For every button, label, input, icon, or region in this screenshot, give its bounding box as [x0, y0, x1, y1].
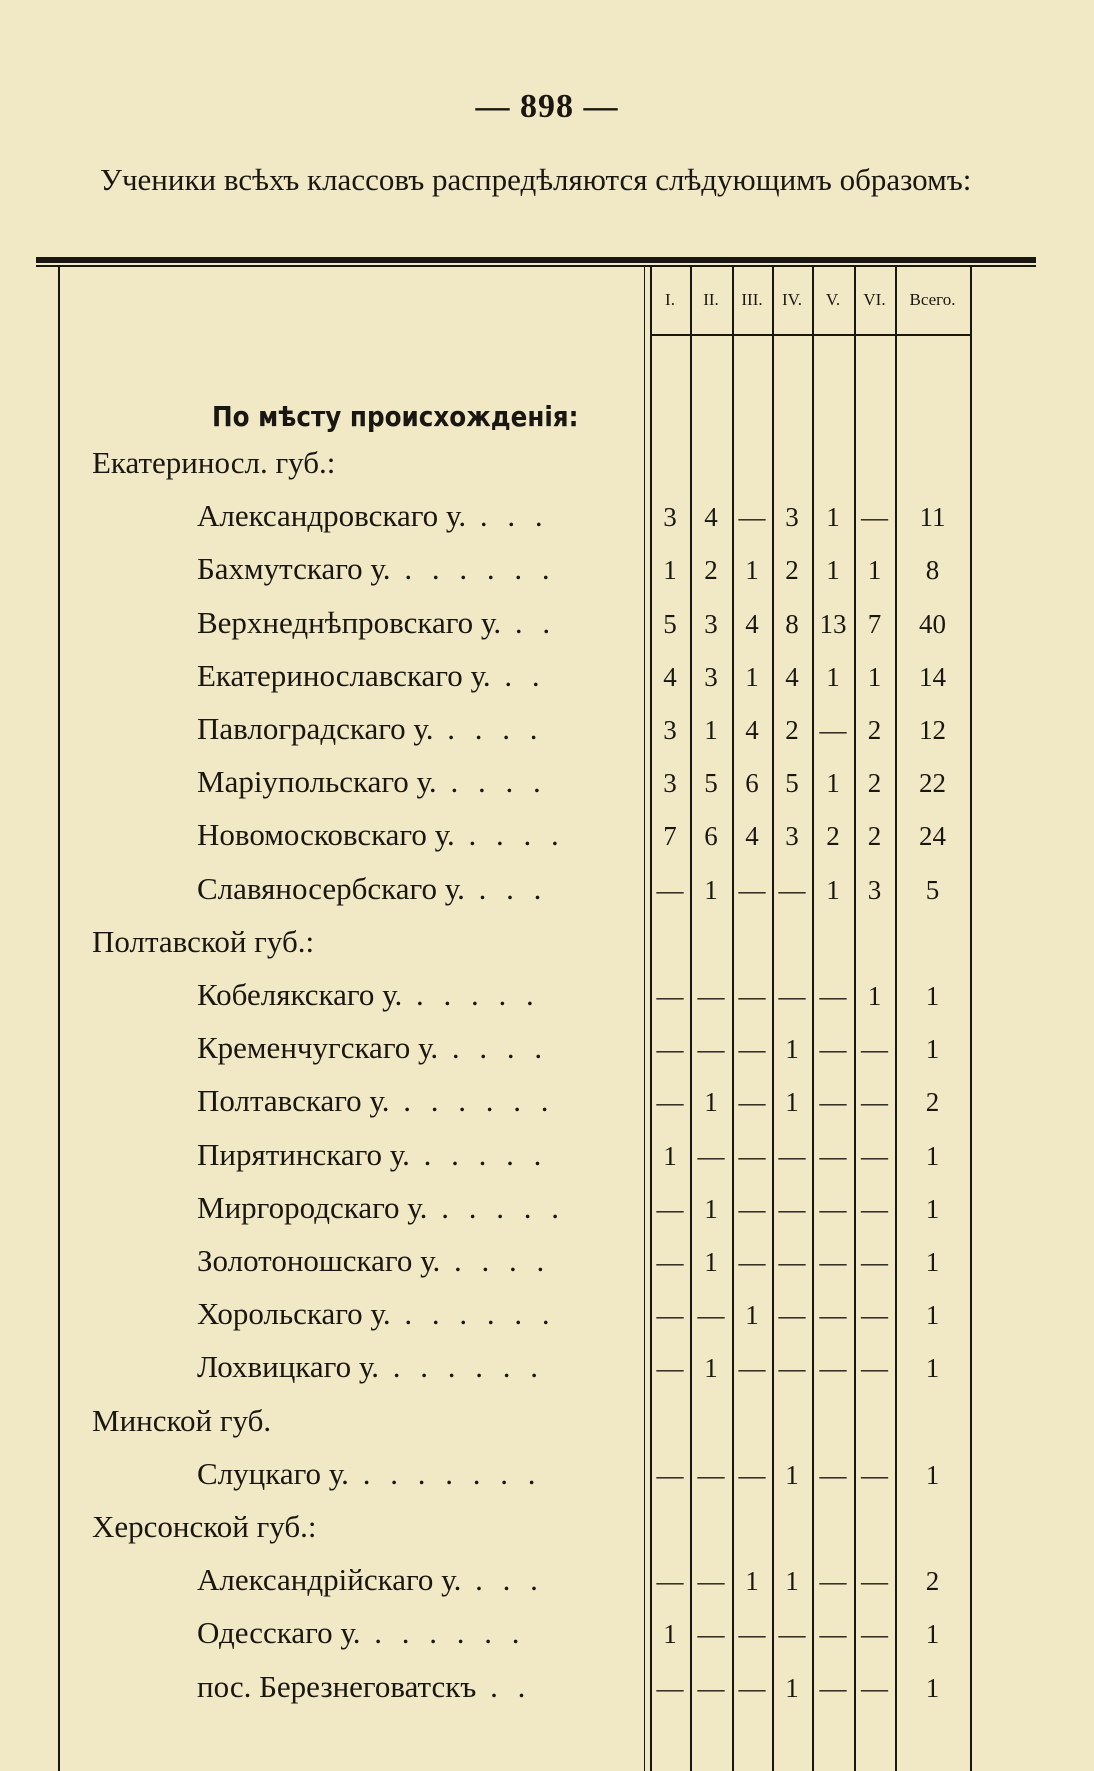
table-cell: 1 — [925, 1194, 940, 1224]
table-cell: 1 — [785, 1034, 799, 1064]
district-name: Павлоградскаго у. — [197, 711, 434, 746]
district-name: Полтавскаго у. — [197, 1083, 390, 1118]
table-cell: 1 — [704, 1353, 718, 1383]
table-row — [0, 865, 1094, 918]
table-cell: 1 — [785, 1460, 799, 1490]
district-name: Кременчугскаго у. — [197, 1030, 439, 1065]
table-cell: 2 — [867, 821, 882, 851]
table-cell: 13 — [819, 609, 847, 639]
district-label — [197, 1030, 548, 1066]
governorate-row — [0, 918, 1094, 971]
district-label — [197, 764, 547, 800]
table-cell: 11 — [919, 502, 946, 532]
district-label — [197, 977, 540, 1013]
table-cell: 2 — [785, 715, 799, 745]
column-header: I. — [665, 290, 675, 309]
table-cell: — — [697, 1141, 725, 1171]
table-cell: — — [738, 1141, 766, 1171]
table-cell: 4 — [785, 662, 799, 692]
district-name: пос. Березнеговатскъ — [197, 1669, 477, 1704]
table-cell: — — [656, 1460, 684, 1490]
table-cell: 6 — [745, 768, 759, 798]
table-row — [0, 1131, 1094, 1184]
leader-dots: . . — [490, 658, 546, 693]
table-cell: — — [819, 715, 847, 745]
table-cell: 5 — [704, 768, 718, 798]
district-name: Пирятинскаго у. — [197, 1137, 410, 1172]
table-cell: 1 — [745, 1300, 759, 1330]
table-row — [0, 811, 1094, 864]
table-cell: 1 — [867, 555, 882, 585]
table-cell: 8 — [925, 555, 940, 585]
district-label — [197, 1349, 544, 1385]
table-cell: 2 — [826, 821, 840, 851]
table-cell: — — [778, 1141, 806, 1171]
table-cell: 1 — [704, 875, 718, 905]
table-cell: — — [819, 1194, 847, 1224]
table-cell: 3 — [785, 502, 799, 532]
district-name: Золотоношскаго у. — [197, 1243, 441, 1278]
table-cell: — — [861, 1194, 888, 1224]
leader-dots: . . — [476, 1669, 532, 1704]
leader-dots: . . . . — [440, 1243, 551, 1278]
district-name: Екатеринославскаго у. — [197, 658, 491, 693]
district-name: Одесскаго у. — [197, 1615, 361, 1650]
table-cell: — — [861, 1619, 888, 1649]
header-underline — [650, 334, 970, 336]
district-label — [197, 871, 547, 907]
leader-dots: . . . . . — [409, 1137, 548, 1172]
table-cell: — — [778, 1619, 806, 1649]
table-cell: 1 — [925, 1300, 940, 1330]
table-cell: 3 — [663, 768, 677, 798]
table-row — [0, 1024, 1094, 1077]
table-cell: 2 — [867, 715, 882, 745]
table-row — [0, 1556, 1094, 1609]
table-cell: — — [656, 1087, 684, 1117]
district-label — [197, 1137, 547, 1173]
column-header: V. — [825, 290, 841, 309]
leader-dots: . . . . — [438, 1030, 549, 1065]
district-label — [197, 1083, 555, 1119]
table-cell: — — [819, 1353, 847, 1383]
table-cell: — — [819, 1300, 847, 1330]
column-header: VI. — [863, 290, 886, 309]
table-cell: — — [656, 1034, 684, 1064]
table-cell: 1 — [785, 1673, 799, 1703]
table-cell: 6 — [704, 821, 718, 851]
table-cell: 1 — [704, 1087, 718, 1117]
table-cell: — — [738, 1247, 766, 1277]
leader-dots: . . — [501, 605, 557, 640]
governorate-row — [0, 1503, 1094, 1556]
leader-dots: . . . . . — [402, 977, 540, 1012]
table-cell: — — [778, 1353, 806, 1383]
table-cell: 22 — [919, 768, 946, 798]
governorate-label: Екатериносл. губ.: — [92, 445, 336, 480]
table-row — [0, 1609, 1094, 1662]
table-cell: — — [778, 875, 806, 905]
table-cell: — — [861, 1300, 888, 1330]
table-cell: — — [738, 502, 766, 532]
table-top-rule-thin — [36, 265, 1036, 267]
table-cell: 1 — [925, 1673, 940, 1703]
table-cell: — — [738, 981, 766, 1011]
table-cell: 4 — [745, 609, 759, 639]
table-row — [0, 758, 1094, 811]
district-label — [197, 658, 546, 694]
table-cell: 1 — [663, 1619, 677, 1649]
table-cell: — — [819, 1566, 847, 1596]
table-cell: 1 — [704, 1247, 718, 1277]
table-cell: 2 — [785, 555, 799, 585]
leader-dots: . . . . — [454, 817, 565, 852]
table-cell: 1 — [785, 1566, 799, 1596]
table-row — [0, 1663, 1094, 1716]
table-cell: 1 — [925, 981, 940, 1011]
district-name: Новомосковскаго у. — [197, 817, 455, 852]
table-cell: 1 — [867, 662, 882, 692]
district-name: Маріупольскаго у. — [197, 764, 437, 799]
table-cell: 1 — [745, 555, 759, 585]
governorate-label: Полтавской губ.: — [92, 924, 315, 959]
table-cell: — — [819, 1673, 847, 1703]
district-label — [197, 605, 556, 641]
table-cell: — — [738, 1673, 766, 1703]
table-cell: — — [697, 1619, 725, 1649]
table-top-rule — [36, 257, 1036, 263]
table-cell: — — [656, 1566, 684, 1596]
leader-dots: . . . . — [436, 764, 547, 799]
table-cell: — — [738, 1460, 766, 1490]
leader-dots: . . . . . . — [360, 1615, 526, 1650]
table-cell: 2 — [867, 768, 882, 798]
intro-text: Ученики всѣхъ классовъ распредѣляются слѣдующимъ образомъ: — [100, 162, 972, 197]
leader-dots: . . . — [461, 1562, 544, 1597]
leader-dots: . . . — [466, 498, 549, 533]
table-cell: — — [861, 1353, 888, 1383]
district-label — [197, 711, 544, 747]
table-cell: 1 — [745, 1566, 759, 1596]
table-cell: — — [819, 1034, 847, 1064]
table-cell: 1 — [826, 662, 840, 692]
table-row — [0, 1450, 1094, 1503]
page-number: — 898 — — [475, 88, 619, 125]
district-label — [197, 498, 549, 534]
table-row — [0, 1237, 1094, 1290]
table-cell: 4 — [704, 502, 718, 532]
table-cell: — — [697, 1566, 725, 1596]
table-cell: — — [697, 1034, 725, 1064]
table-cell: 1 — [925, 1247, 940, 1277]
table-cell: — — [656, 1194, 684, 1224]
table-cell: 1 — [785, 1087, 799, 1117]
table-cell: 7 — [867, 609, 882, 639]
table-cell: 4 — [663, 662, 677, 692]
leader-dots: . . . . . . — [389, 1083, 555, 1118]
table-cell: 1 — [925, 1141, 940, 1171]
table-cell: 1 — [925, 1353, 940, 1383]
leader-dots: . . . — [464, 871, 548, 906]
district-name: Хорольскаго у. — [197, 1296, 391, 1331]
district-name: Бахмутскаго у. — [197, 551, 391, 586]
district-name: Славяносербскаго у. — [197, 871, 465, 906]
section-heading: По мѣсту происхожденія: — [212, 400, 579, 433]
column-header: II. — [703, 290, 719, 309]
table-cell: — — [861, 1673, 888, 1703]
table-cell: 7 — [663, 821, 677, 851]
table-cell: — — [819, 1460, 847, 1490]
table-cell: — — [778, 1194, 806, 1224]
table-cell: — — [738, 1619, 766, 1649]
table-cell: — — [697, 1673, 725, 1703]
table-cell: 5 — [785, 768, 799, 798]
governorate-label: Минской губ. — [92, 1403, 272, 1438]
district-name: Александрійскаго у. — [197, 1562, 462, 1597]
table-cell: — — [819, 1619, 847, 1649]
district-label — [197, 1615, 526, 1651]
table-cell: — — [819, 1087, 847, 1117]
table-cell: — — [656, 875, 684, 905]
district-name: Верхнеднѣпровскаго у. — [197, 605, 502, 640]
table-cell: 1 — [704, 715, 718, 745]
table-cell: — — [738, 1353, 766, 1383]
district-label — [197, 1296, 556, 1332]
governorate-row — [0, 1397, 1094, 1450]
table-cell: 2 — [925, 1087, 940, 1117]
table-cell: — — [778, 1247, 806, 1277]
table-cell: 4 — [745, 821, 759, 851]
district-label — [197, 817, 565, 853]
table-cell: — — [778, 981, 806, 1011]
table-cell: 5 — [925, 875, 940, 905]
table-row — [0, 1343, 1094, 1396]
table-cell: — — [656, 1300, 684, 1330]
table-cell: — — [861, 1141, 888, 1171]
governorate-label: Херсонской губ.: — [92, 1509, 317, 1544]
table-cell: 2 — [925, 1566, 940, 1596]
table-row — [0, 545, 1094, 598]
leader-dots: . . . . . . . — [348, 1456, 542, 1491]
table-cell: — — [697, 1460, 725, 1490]
table-cell: — — [861, 1034, 888, 1064]
table-cell: 2 — [704, 555, 718, 585]
table-cell: — — [738, 1087, 766, 1117]
table-cell: 1 — [826, 768, 840, 798]
table-cell: — — [656, 1247, 684, 1277]
district-name: Кобелякскаго у. — [197, 977, 403, 1012]
table-cell: 1 — [925, 1034, 940, 1064]
table-cell: — — [738, 875, 766, 905]
district-name: Лохвицкаго у. — [197, 1349, 379, 1384]
district-label — [197, 1243, 550, 1279]
table-cell: — — [819, 981, 847, 1011]
district-label — [197, 551, 556, 587]
table-cell: 3 — [704, 662, 718, 692]
table-row — [0, 599, 1094, 652]
table-cell: 3 — [785, 821, 799, 851]
table-cell: 1 — [826, 555, 840, 585]
table-row — [0, 652, 1094, 705]
district-label — [197, 1562, 544, 1598]
table-cell: — — [738, 1034, 766, 1064]
table-cell: 3 — [663, 502, 677, 532]
table-cell: — — [861, 1460, 888, 1490]
table-cell: — — [861, 1566, 888, 1596]
district-label — [197, 1190, 565, 1226]
table-cell: — — [778, 1300, 806, 1330]
table-row — [0, 705, 1094, 758]
table-cell: 1 — [745, 662, 759, 692]
table-cell: — — [656, 981, 684, 1011]
table-cell: — — [738, 1194, 766, 1224]
district-name: Александровскаго у. — [197, 498, 467, 533]
table-cell: 4 — [745, 715, 759, 745]
table-cell: 8 — [785, 609, 799, 639]
table-cell: 1 — [826, 875, 840, 905]
leader-dots: . . . . . . — [390, 1296, 556, 1331]
leader-dots: . . . . . . — [379, 1349, 544, 1384]
table-row — [0, 1290, 1094, 1343]
leader-dots: . . . . . . — [390, 551, 556, 586]
column-header: Всего. — [909, 290, 956, 309]
district-name: Слуцкаго у. — [197, 1456, 349, 1491]
table-cell: 5 — [663, 609, 677, 639]
table-cell: — — [819, 1247, 847, 1277]
table-cell: 1 — [704, 1194, 718, 1224]
table-row — [0, 1077, 1094, 1130]
column-header: III. — [741, 290, 763, 309]
table-cell: 1 — [925, 1460, 940, 1490]
table-cell: 1 — [826, 502, 840, 532]
table-cell: — — [697, 981, 725, 1011]
table-cell: — — [656, 1353, 684, 1383]
leader-dots: . . . . — [433, 711, 544, 746]
table-cell: — — [861, 502, 888, 532]
table-cell: 3 — [867, 875, 882, 905]
table-cell: 3 — [704, 609, 718, 639]
table-cell: 1 — [925, 1619, 940, 1649]
intro-paragraph — [36, 160, 1036, 199]
governorate-row — [0, 439, 1094, 492]
table-row — [0, 971, 1094, 1024]
district-name: Миргородскаго у. — [197, 1190, 428, 1225]
table-cell: 14 — [919, 662, 946, 692]
table-cell: 1 — [867, 981, 882, 1011]
table-cell: 1 — [663, 1141, 677, 1171]
table-row — [0, 492, 1094, 545]
column-header: IV. — [782, 290, 802, 309]
table-cell: 1 — [663, 555, 677, 585]
table-cell: 3 — [663, 715, 677, 745]
district-label — [197, 1669, 531, 1705]
leader-dots: . . . . . — [427, 1190, 565, 1225]
table-cell: — — [861, 1087, 888, 1117]
district-label — [197, 1456, 541, 1492]
table-cell: 24 — [919, 821, 946, 851]
table-cell: 40 — [919, 609, 946, 639]
table-cell: — — [861, 1247, 888, 1277]
table-cell: — — [656, 1673, 684, 1703]
table-row — [0, 1184, 1094, 1237]
table-cell: — — [819, 1141, 847, 1171]
table-cell: — — [697, 1300, 725, 1330]
table-cell: 12 — [919, 715, 946, 745]
